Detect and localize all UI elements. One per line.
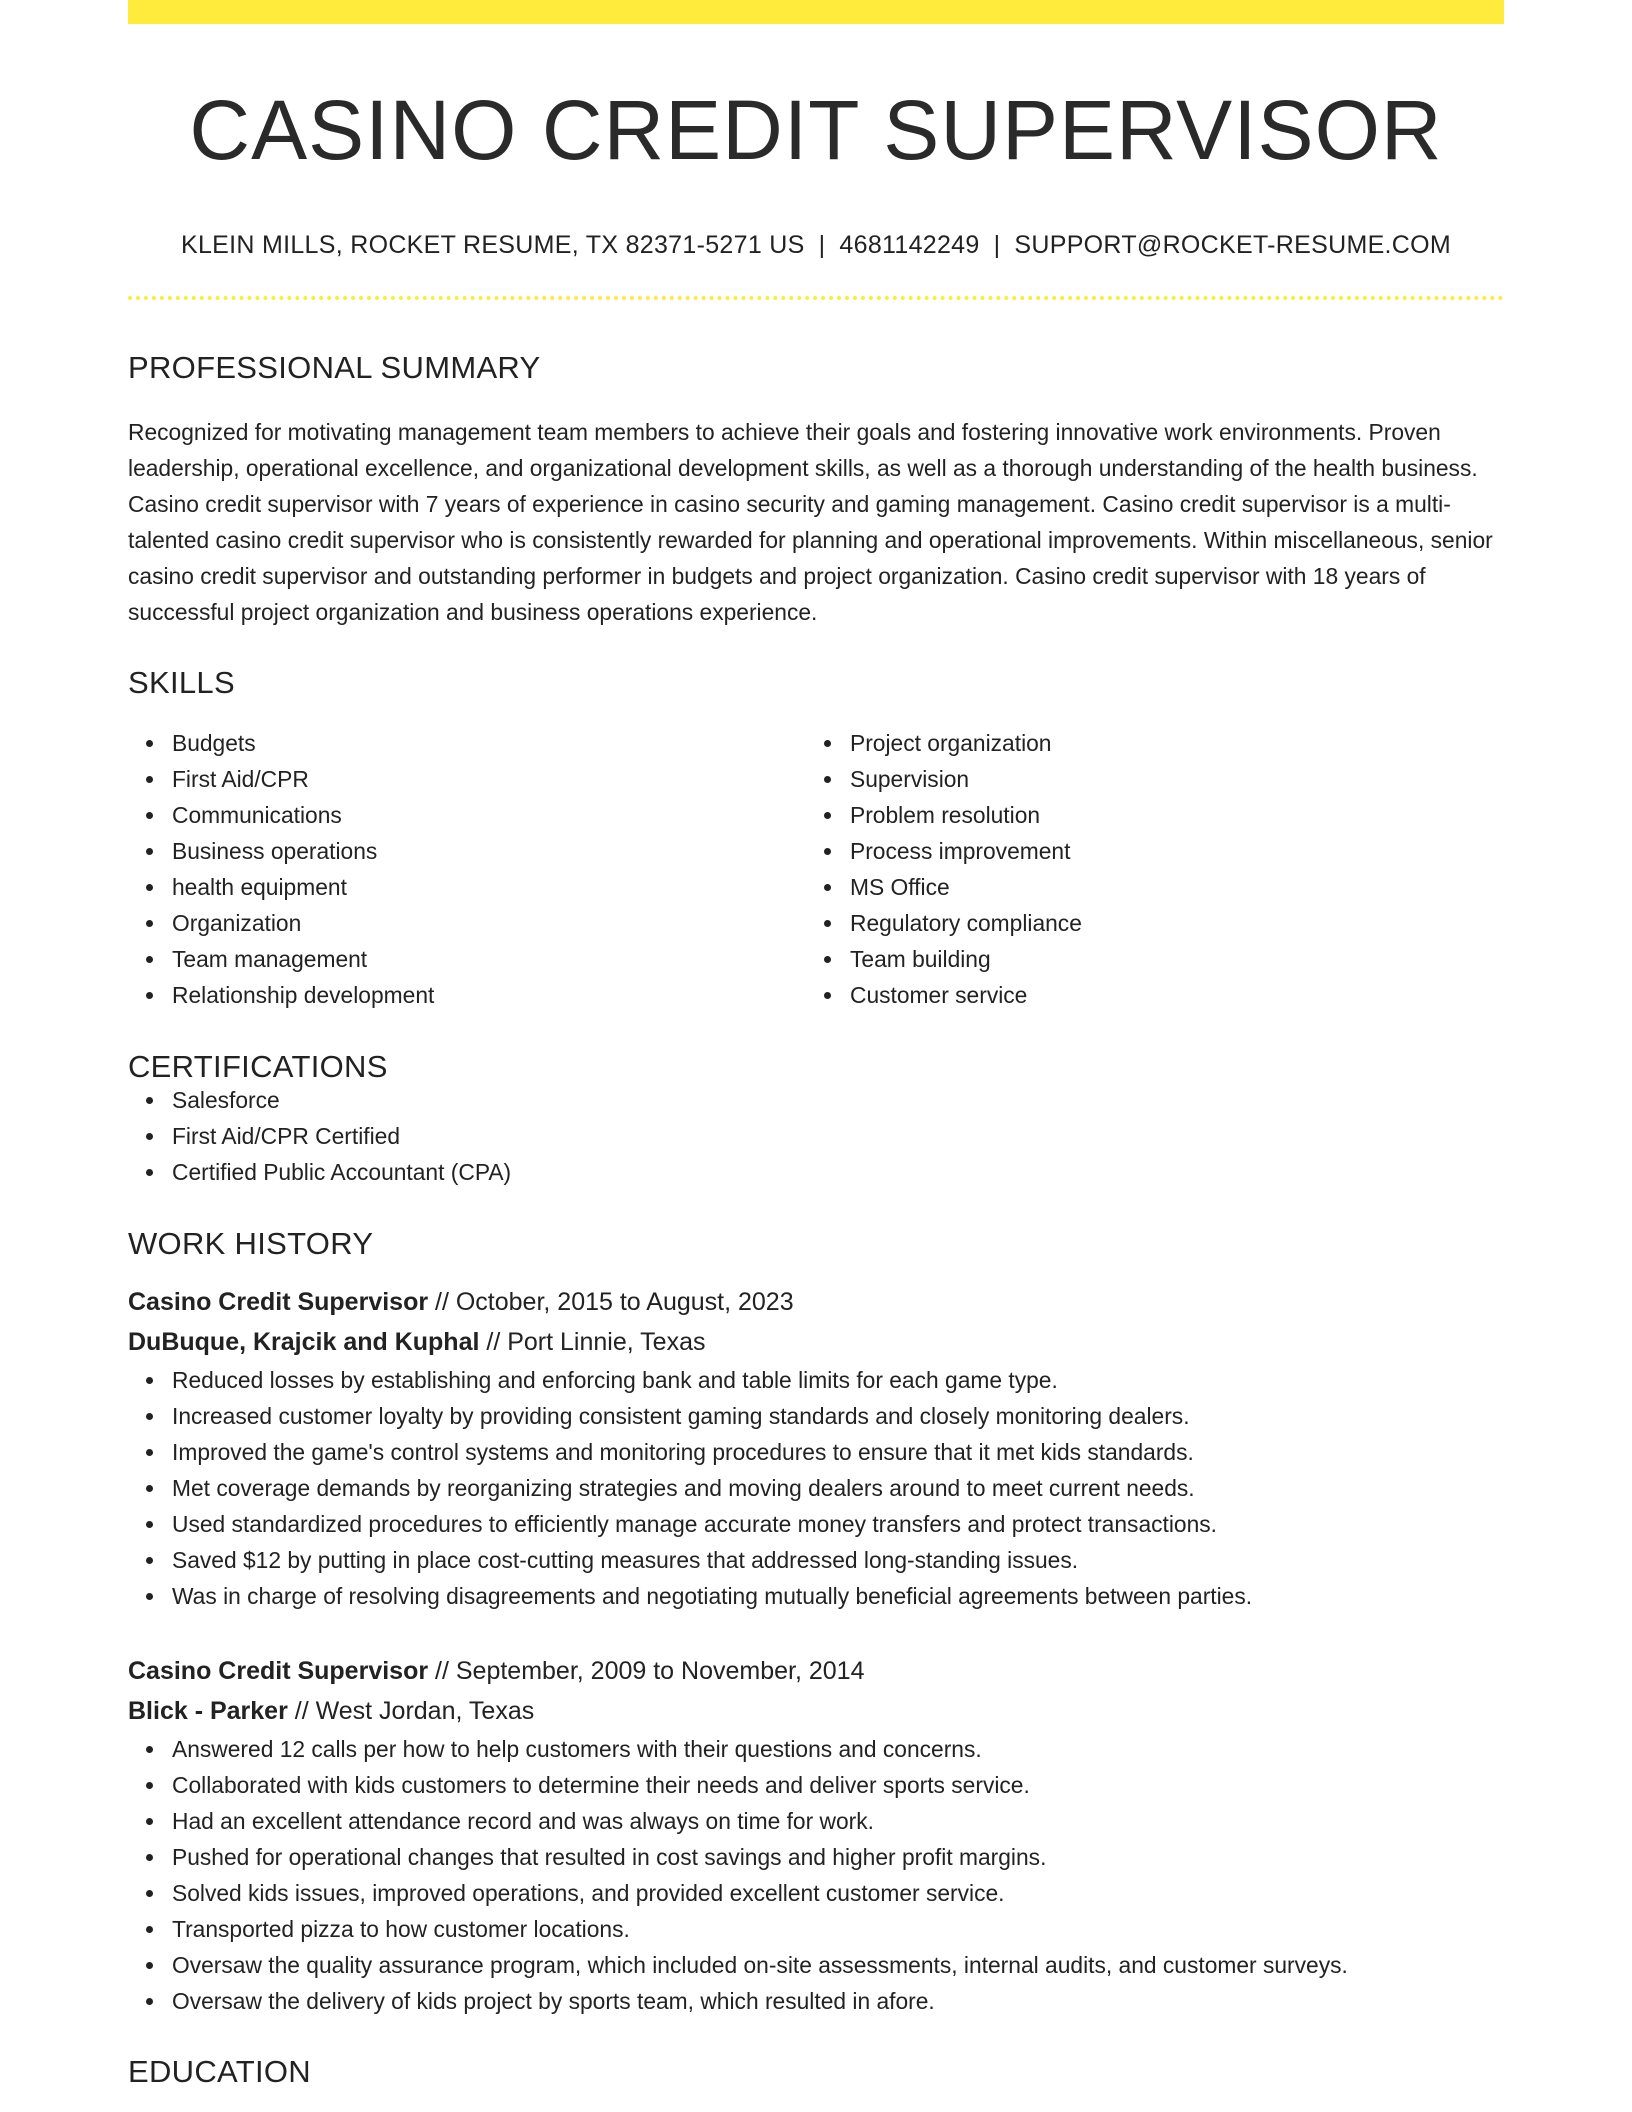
summary-text: Recognized for motivating management team members to achieve their goals and fostering innovative work environments. Proven leadership, operational excellence, and organizational development skills, as well as a thorough understanding of the health business. Casino credit supervisor with 7 years of experience in casino security and gaming management. Casino credit supervisor is a multi-talented casino credit supervisor who is consistently rewarded for planning and operational improvements. Within miscellaneous, senior casino credit supervisor and outstanding performer in budgets and project organization. Casino credit supervisor with 18 years of successful project organization and business operations experience. <box>128 419 1493 626</box>
contact-separator: | <box>818 231 826 260</box>
job-entry <box>128 1282 1504 1614</box>
skills-column-left <box>128 725 806 1013</box>
skill-item: Problem resolution <box>850 797 1484 833</box>
work-history-heading: WORK HISTORY <box>128 1226 374 1262</box>
job-bullet: Saved $12 by putting in place cost-cutting measures that addressed long-standing issues. <box>172 1542 1504 1578</box>
job-company: Blick - Parker <box>128 1697 288 1726</box>
job-company-line <box>128 1691 1504 1731</box>
job-bullet: Increased customer loyalty by providing consistent gaming standards and closely monitoring dealers. <box>172 1398 1504 1434</box>
certifications-heading: CERTIFICATIONS <box>128 1049 388 1085</box>
job-title-line <box>128 1282 1504 1322</box>
job-title-line <box>128 1651 1504 1691</box>
job-bullet: Used standardized procedures to efficiently manage accurate money transfers and protect transactions. <box>172 1506 1504 1542</box>
education-heading: EDUCATION <box>128 2054 311 2090</box>
job-bullet: Improved the game's control systems and monitoring procedures to ensure that it met kids standards. <box>172 1434 1504 1470</box>
job-bullet: Had an excellent attendance record and was always on time for work. <box>172 1803 1504 1839</box>
skill-item: Regulatory compliance <box>850 905 1484 941</box>
skills-heading: SKILLS <box>128 665 235 701</box>
skill-item: Team building <box>850 941 1484 977</box>
contact-phone: 4681142249 <box>839 231 980 260</box>
job-bullet: Met coverage demands by reorganizing strategies and moving dealers around to meet current needs. <box>172 1470 1504 1506</box>
job-bullets <box>128 1362 1504 1614</box>
job-bullet: Oversaw the quality assurance program, which included on-site assessments, internal audits, and customer surveys. <box>172 1947 1504 1983</box>
skill-item: Relationship development <box>172 977 806 1013</box>
certification-item: First Aid/CPR Certified <box>172 1118 1504 1154</box>
job-bullet: Collaborated with kids customers to determine their needs and deliver sports service. <box>172 1767 1504 1803</box>
skill-item: Business operations <box>172 833 806 869</box>
job-bullet: Transported pizza to how customer locations. <box>172 1911 1504 1947</box>
resume-page <box>128 0 1504 2090</box>
skill-item: First Aid/CPR <box>172 761 806 797</box>
contact-separator: | <box>993 231 1001 260</box>
skill-item: Process improvement <box>850 833 1484 869</box>
dotted-divider <box>128 296 1504 300</box>
skill-item: Budgets <box>172 725 806 761</box>
skill-item: Team management <box>172 941 806 977</box>
contact-line <box>128 233 1504 258</box>
certification-item: Certified Public Accountant (CPA) <box>172 1154 1504 1190</box>
certification-item: Salesforce <box>172 1082 1504 1118</box>
job-bullet: Answered 12 calls per how to help customers with their questions and concerns. <box>172 1731 1504 1767</box>
job-bullet: Reduced losses by establishing and enforcing bank and table limits for each game type. <box>172 1362 1504 1398</box>
contact-email: SUPPORT@ROCKET-RESUME.COM <box>1014 231 1452 260</box>
job-location: // West Jordan, Texas <box>287 1697 535 1726</box>
skill-item: Customer service <box>850 977 1484 1013</box>
summary-heading: PROFESSIONAL SUMMARY <box>128 350 541 386</box>
skills-grid <box>128 725 1504 1013</box>
certifications-list <box>128 1082 1504 1190</box>
job-bullet: Pushed for operational changes that resulted in cost savings and higher profit margins. <box>172 1839 1504 1875</box>
job-dates: // September, 2009 to November, 2014 <box>428 1657 865 1686</box>
job-title: Casino Credit Supervisor <box>128 1657 429 1686</box>
contact-address: KLEIN MILLS, ROCKET RESUME, TX 82371-5271 US <box>180 231 805 260</box>
job-bullets <box>128 1731 1504 2019</box>
job-bullet: Oversaw the delivery of kids project by sports team, which resulted in afore. <box>172 1983 1504 2019</box>
job-company-line <box>128 1322 1504 1362</box>
skill-item: Project organization <box>850 725 1484 761</box>
job-title: Casino Credit Supervisor <box>128 1288 429 1317</box>
job-dates: // October, 2015 to August, 2023 <box>428 1288 794 1317</box>
skill-item: MS Office <box>850 869 1484 905</box>
skill-item: health equipment <box>172 869 806 905</box>
job-bullet: Was in charge of resolving disagreements and negotiating mutually beneficial agreements between parties. <box>172 1578 1504 1614</box>
resume-title: CASINO CREDIT SUPERVISOR <box>189 83 1443 177</box>
job-location: // Port Linnie, Texas <box>479 1328 706 1357</box>
skill-item: Organization <box>172 905 806 941</box>
accent-top-bar <box>128 0 1504 24</box>
skills-column-right <box>806 725 1484 1013</box>
job-entry <box>128 1651 1504 2019</box>
skill-item: Communications <box>172 797 806 833</box>
skill-item: Supervision <box>850 761 1484 797</box>
job-company: DuBuque, Krajcik and Kuphal <box>128 1328 480 1357</box>
job-bullet: Solved kids issues, improved operations, and provided excellent customer service. <box>172 1875 1504 1911</box>
